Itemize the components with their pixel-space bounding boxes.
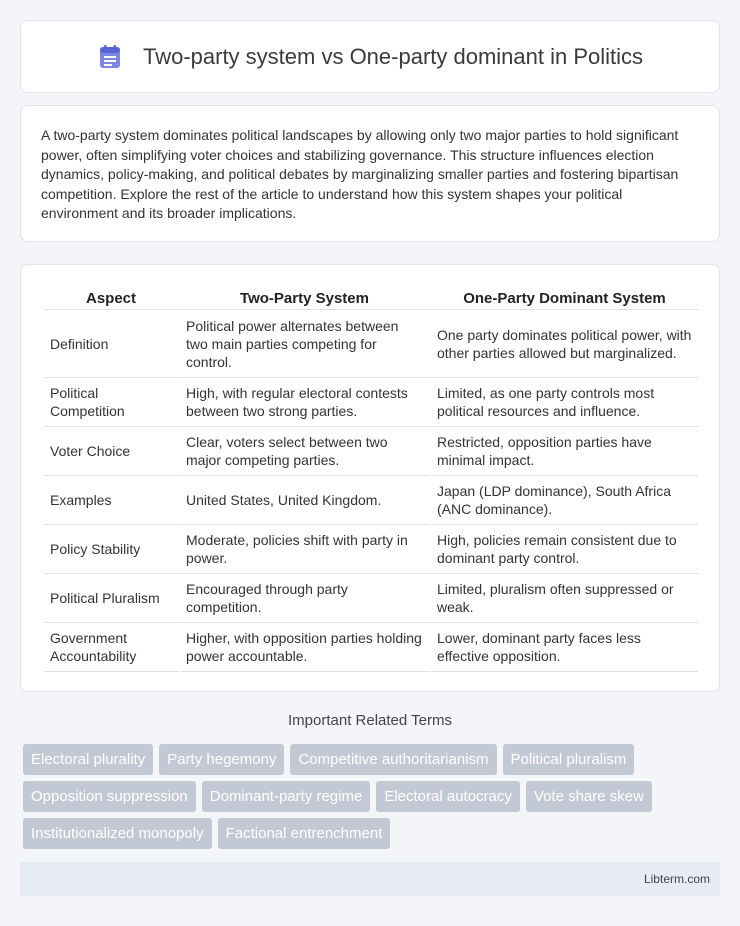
related-term-tag[interactable]: Electoral plurality (23, 744, 153, 775)
footer-site-link[interactable]: Libterm.com (643, 872, 710, 886)
title-card (20, 20, 720, 93)
tag-row (23, 781, 723, 812)
comparison-card (20, 264, 720, 692)
related-terms-title: Important Related Terms (288, 712, 452, 729)
related-term-tag[interactable]: Dominant-party regime (202, 781, 371, 812)
document-icon (97, 44, 123, 70)
table-cell: High, policies remain consistent due to dominant party control. (431, 525, 698, 574)
column-header: One-Party Dominant System (431, 285, 698, 310)
table-cell: Definition (44, 310, 178, 378)
table-cell: Limited, pluralism often suppressed or weak. (431, 574, 698, 623)
column-header: Aspect (44, 285, 178, 310)
table-cell: Examples (44, 476, 178, 525)
table-cell: Government Accountability (44, 623, 178, 672)
table-cell: Policy Stability (44, 525, 178, 574)
related-term-tag[interactable]: Political pluralism (503, 744, 635, 775)
comparison-table (42, 285, 700, 672)
table-row (44, 378, 698, 427)
footer (20, 862, 720, 896)
tag-row (23, 818, 723, 849)
table-row (44, 574, 698, 623)
table-cell: Political power alternates between two main parties competing for control. (180, 310, 429, 378)
related-terms (23, 744, 723, 855)
related-term-tag[interactable]: Factional entrenchment (218, 818, 391, 849)
column-header: Two-Party System (180, 285, 429, 310)
table-cell: Political Competition (44, 378, 178, 427)
table-row (44, 476, 698, 525)
table-cell: Political Pluralism (44, 574, 178, 623)
related-term-tag[interactable]: Opposition suppression (23, 781, 196, 812)
table-cell: Restricted, opposition parties have minimal impact. (431, 427, 698, 476)
intro-text: A two-party system dominates political landscapes by allowing only two major parties to hold significant power, often simplifying voter choices and stabilizing governance. This structure influences election dynamics, policy-making, and political debates by marginalizing smaller parties and fostering bipartisan competition. Explore the rest of the article to understand how this system shapes your political environment and its broader implications. (41, 127, 679, 222)
table-cell: High, with regular electoral contests between two strong parties. (180, 378, 429, 427)
related-term-tag[interactable]: Electoral autocracy (376, 781, 520, 812)
table-cell: Limited, as one party controls most political resources and influence. (431, 378, 698, 427)
related-term-tag[interactable]: Institutionalized monopoly (23, 818, 212, 849)
table-row (44, 623, 698, 672)
table-row (44, 525, 698, 574)
table-cell: Encouraged through party competition. (180, 574, 429, 623)
table-cell: Clear, voters select between two major competing parties. (180, 427, 429, 476)
table-cell: One party dominates political power, with other parties allowed but marginalized. (431, 310, 698, 378)
table-cell: Higher, with opposition parties holding power accountable. (180, 623, 429, 672)
table-cell: United States, United Kingdom. (180, 476, 429, 525)
page-title: Two-party system vs One-party dominant in Politics (142, 43, 644, 69)
related-term-tag[interactable]: Competitive authoritarianism (290, 744, 496, 775)
table-header-row (44, 285, 698, 310)
related-term-tag[interactable]: Vote share skew (526, 781, 652, 812)
intro-card (20, 105, 720, 242)
table-row (44, 427, 698, 476)
tag-row (23, 744, 723, 775)
related-term-tag[interactable]: Party hegemony (159, 744, 284, 775)
table-cell: Moderate, policies shift with party in power. (180, 525, 429, 574)
table-cell: Lower, dominant party faces less effective opposition. (431, 623, 698, 672)
table-cell: Voter Choice (44, 427, 178, 476)
table-row (44, 310, 698, 378)
table-cell: Japan (LDP dominance), South Africa (ANC dominance). (431, 476, 698, 525)
